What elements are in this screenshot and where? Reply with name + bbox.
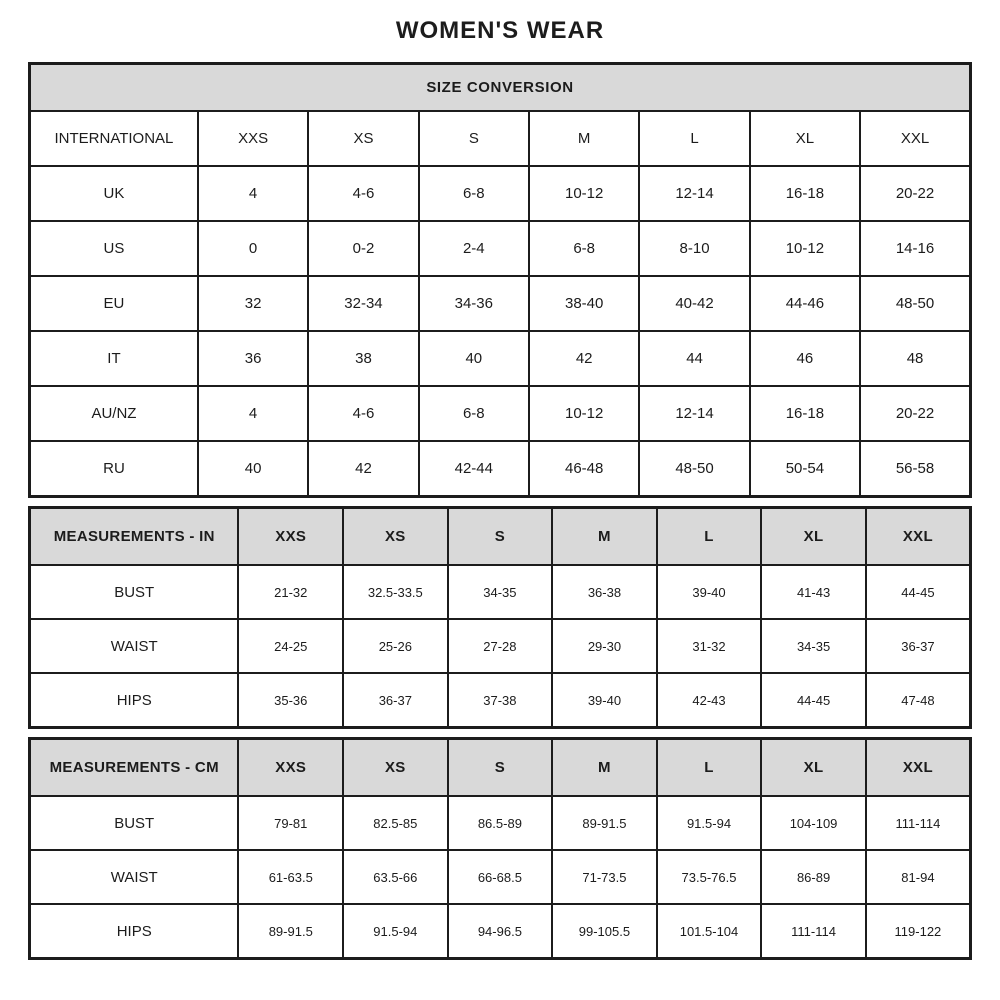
header-row [30, 508, 971, 566]
row-label: BUST [30, 796, 239, 850]
table-row [30, 850, 971, 904]
cell: 44 [639, 331, 749, 386]
table-row [30, 221, 971, 276]
measurements-cm-header-col-l: L [657, 739, 762, 797]
cell: 29-30 [552, 619, 657, 673]
size-conversion-header-col-xxs: XXS [198, 111, 308, 166]
table-banner: SIZE CONVERSION [30, 64, 971, 112]
measurements-cm-header-col-xxl: XXL [866, 739, 971, 797]
cell: 61-63.5 [238, 850, 343, 904]
measurements-in-header-col-l: L [657, 508, 762, 566]
row-label: IT [30, 331, 198, 386]
table-row [30, 441, 971, 497]
measurements-in-header-col-xxl: XXL [866, 508, 971, 566]
cell: 34-35 [761, 619, 866, 673]
row-label: WAIST [30, 850, 239, 904]
size-conversion-header-col-xl: XL [750, 111, 860, 166]
cell: 10-12 [529, 166, 639, 221]
table-row [30, 386, 971, 441]
cell: 36-37 [343, 673, 448, 728]
cell: 42 [308, 441, 418, 497]
measurements-cm-header-col-xs: XS [343, 739, 448, 797]
cell: 36-38 [552, 565, 657, 619]
row-label: EU [30, 276, 198, 331]
measurements-in-header-col-xl: XL [761, 508, 866, 566]
cell: 0 [198, 221, 308, 276]
cell: 36-37 [866, 619, 971, 673]
header-row [30, 111, 971, 166]
cell: 40 [419, 331, 529, 386]
cell: 4 [198, 386, 308, 441]
cell: 101.5-104 [657, 904, 762, 959]
table-row [30, 331, 971, 386]
cell: 73.5-76.5 [657, 850, 762, 904]
measurements-cm-table [28, 737, 972, 960]
cell: 4 [198, 166, 308, 221]
cell: 38-40 [529, 276, 639, 331]
cell: 20-22 [860, 166, 970, 221]
cell: 50-54 [750, 441, 860, 497]
cell: 46 [750, 331, 860, 386]
cell: 39-40 [552, 673, 657, 728]
cell: 8-10 [639, 221, 749, 276]
row-label: US [30, 221, 198, 276]
table-row [30, 673, 971, 728]
cell: 91.5-94 [657, 796, 762, 850]
cell: 21-32 [238, 565, 343, 619]
row-label: RU [30, 441, 198, 497]
cell: 81-94 [866, 850, 971, 904]
cell: 42-44 [419, 441, 529, 497]
cell: 31-32 [657, 619, 762, 673]
cell: 48-50 [860, 276, 970, 331]
measurements-cm-header-col-s: S [448, 739, 553, 797]
cell: 34-36 [419, 276, 529, 331]
cell: 2-4 [419, 221, 529, 276]
cell: 24-25 [238, 619, 343, 673]
measurements-in-header-col-m: M [552, 508, 657, 566]
cell: 99-105.5 [552, 904, 657, 959]
row-label: AU/NZ [30, 386, 198, 441]
cell: 63.5-66 [343, 850, 448, 904]
size-conversion-header-col-xs: XS [308, 111, 418, 166]
size-conversion-header-label: INTERNATIONAL [30, 111, 198, 166]
cell: 94-96.5 [448, 904, 553, 959]
cell: 35-36 [238, 673, 343, 728]
table-row [30, 565, 971, 619]
cell: 42 [529, 331, 639, 386]
measurements-cm-header-col-xl: XL [761, 739, 866, 797]
table-row [30, 166, 971, 221]
table-row [30, 276, 971, 331]
cell: 47-48 [866, 673, 971, 728]
size-conversion-header-col-l: L [639, 111, 749, 166]
cell: 44-46 [750, 276, 860, 331]
cell: 36 [198, 331, 308, 386]
row-label: WAIST [30, 619, 239, 673]
cell: 86-89 [761, 850, 866, 904]
cell: 48-50 [639, 441, 749, 497]
measurements-cm-header-col-m: M [552, 739, 657, 797]
row-label: HIPS [30, 673, 239, 728]
cell: 12-14 [639, 386, 749, 441]
cell: 10-12 [529, 386, 639, 441]
measurements-in-table [28, 506, 972, 729]
row-label: HIPS [30, 904, 239, 959]
row-label: BUST [30, 565, 239, 619]
cell: 111-114 [761, 904, 866, 959]
measurements-cm-header-col-xxs: XXS [238, 739, 343, 797]
cell: 39-40 [657, 565, 762, 619]
cell: 10-12 [750, 221, 860, 276]
cell: 14-16 [860, 221, 970, 276]
size-conversion-header-col-s: S [419, 111, 529, 166]
measurements-in-header-col-xxs: XXS [238, 508, 343, 566]
cell: 91.5-94 [343, 904, 448, 959]
measurements-in-header-label: MEASUREMENTS - IN [30, 508, 239, 566]
cell: 6-8 [419, 386, 529, 441]
cell: 56-58 [860, 441, 970, 497]
cell: 111-114 [866, 796, 971, 850]
cell: 48 [860, 331, 970, 386]
size-conversion-table [28, 62, 972, 498]
cell: 12-14 [639, 166, 749, 221]
table-row [30, 619, 971, 673]
page-title: WOMEN'S WEAR [395, 17, 605, 44]
row-label: UK [30, 166, 198, 221]
cell: 40-42 [639, 276, 749, 331]
cell: 42-43 [657, 673, 762, 728]
cell: 4-6 [308, 166, 418, 221]
cell: 79-81 [238, 796, 343, 850]
size-conversion-header-col-xxl: XXL [860, 111, 970, 166]
table-banner-row [30, 64, 971, 112]
cell: 104-109 [761, 796, 866, 850]
cell: 4-6 [308, 386, 418, 441]
cell: 89-91.5 [238, 904, 343, 959]
cell: 71-73.5 [552, 850, 657, 904]
size-conversion-header-col-m: M [529, 111, 639, 166]
cell: 38 [308, 331, 418, 386]
cell: 6-8 [529, 221, 639, 276]
cell: 34-35 [448, 565, 553, 619]
cell: 32-34 [308, 276, 418, 331]
cell: 44-45 [866, 565, 971, 619]
cell: 119-122 [866, 904, 971, 959]
cell: 16-18 [750, 166, 860, 221]
table-row [30, 796, 971, 850]
cell: 0-2 [308, 221, 418, 276]
cell: 82.5-85 [343, 796, 448, 850]
cell: 66-68.5 [448, 850, 553, 904]
table-row [30, 904, 971, 959]
cell: 25-26 [343, 619, 448, 673]
cell: 44-45 [761, 673, 866, 728]
cell: 86.5-89 [448, 796, 553, 850]
measurements-cm-header-label: MEASUREMENTS - CM [30, 739, 239, 797]
header-row [30, 739, 971, 797]
size-chart-page [28, 0, 972, 960]
measurements-in-header-col-s: S [448, 508, 553, 566]
measurements-in-header-col-xs: XS [343, 508, 448, 566]
cell: 6-8 [419, 166, 529, 221]
cell: 16-18 [750, 386, 860, 441]
cell: 20-22 [860, 386, 970, 441]
cell: 37-38 [448, 673, 553, 728]
cell: 41-43 [761, 565, 866, 619]
cell: 27-28 [448, 619, 553, 673]
cell: 32.5-33.5 [343, 565, 448, 619]
cell: 46-48 [529, 441, 639, 497]
cell: 32 [198, 276, 308, 331]
cell: 89-91.5 [552, 796, 657, 850]
cell: 40 [198, 441, 308, 497]
